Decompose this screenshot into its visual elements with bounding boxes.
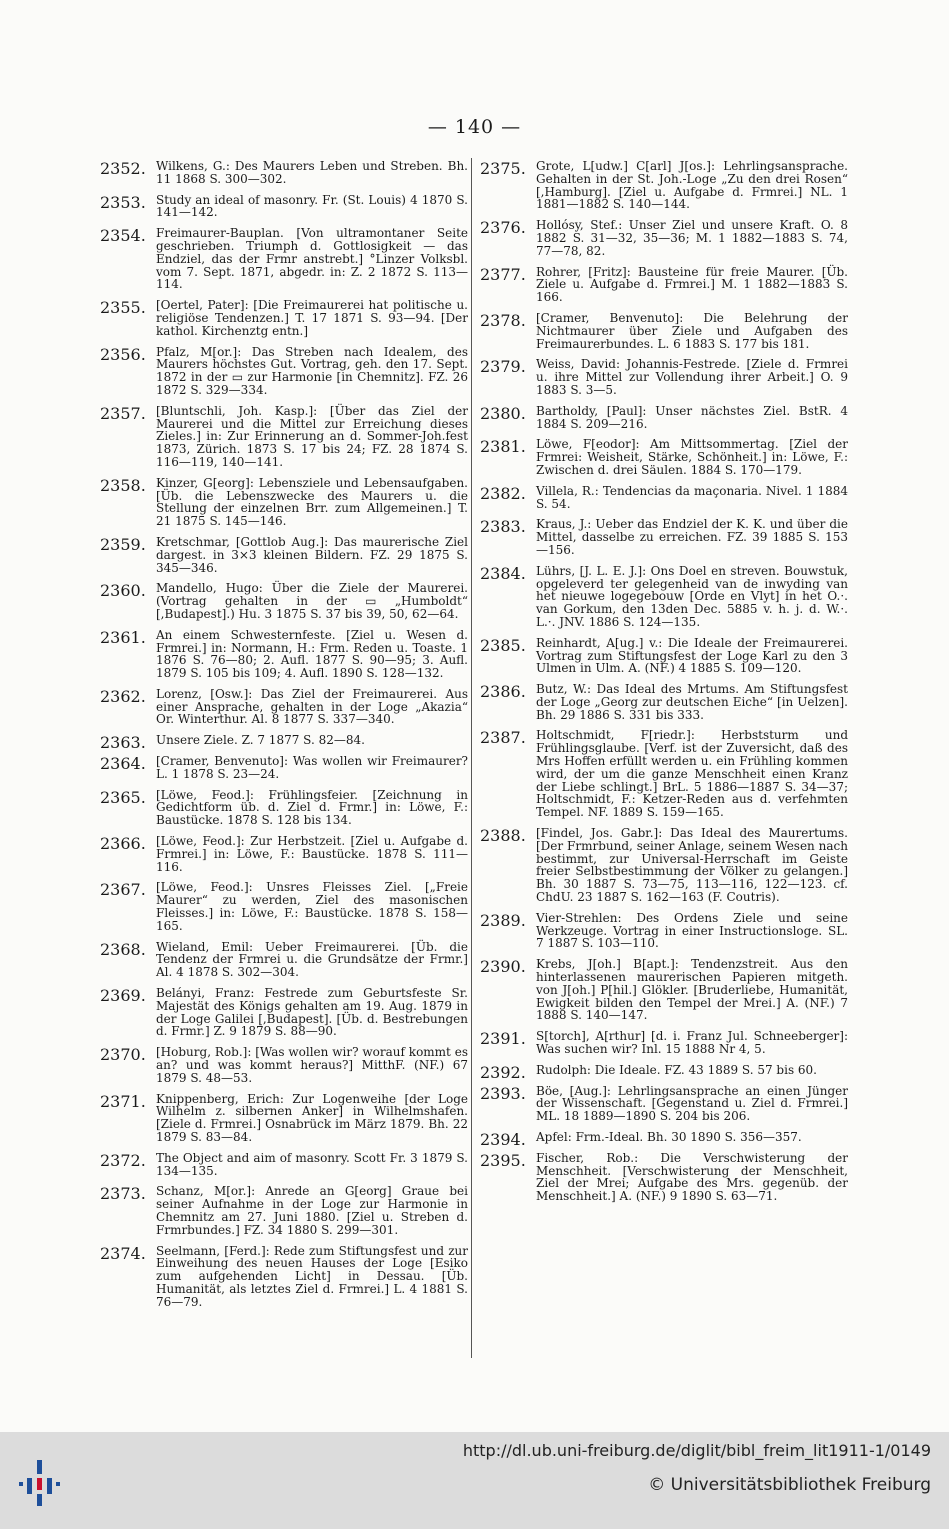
- copyright-notice: © Universitätsbibliothek Freiburg: [648, 1475, 931, 1495]
- entry-number: 2368.: [100, 939, 146, 959]
- entry-text: Reinhardt, A[ug.] v.: Die Ideale der Freimaurerei. Vortrag zum Stiftungsfest der Loge Karl zu den 3 Ulmen in Ulm. A. (NF.) 4 1885 S. 109—120.: [536, 635, 848, 676]
- entry-number: 2367.: [100, 880, 146, 900]
- entry-text: Böe, [Aug.]: Lehrlingsansprache an einen Jünger der Wissenschaft. [Gegenstand u. Ziel d. Frmrei.] ML. 18 1889—1890 S. 204 bis 206.: [536, 1083, 848, 1124]
- entry-text: Rohrer, [Fritz]: Bausteine für freie Maurer. [Üb. Ziele u. Aufgabe d. Frmrei.] M. 1 1882—1883 S. 166.: [536, 264, 848, 305]
- entry-text: Bartholdy, [Paul]: Unser nächstes Ziel. BstR. 4 1884 S. 209—216.: [536, 403, 848, 431]
- entry-text: Kinzer, G[eorg]: Lebensziele und Lebensaufgaben. [Üb. die Lebenszwecke des Maurers u. die Stellung der einzelnen Brr. zum Allgemeinen.] T. 21 1875 S. 145—146.: [156, 475, 468, 529]
- entry-number: 2394.: [480, 1130, 526, 1149]
- bibliography-entry: [100, 881, 468, 932]
- right-column: [480, 160, 848, 1203]
- bibliography-entry: [100, 1093, 468, 1144]
- entry-number: 2366.: [100, 834, 146, 854]
- column-divider: [471, 158, 472, 1358]
- entry-number: 2382.: [480, 483, 526, 503]
- entry-number: 2372.: [100, 1150, 146, 1170]
- entry-number: 2391.: [480, 1029, 526, 1049]
- entry-text: Holtschmidt, F[riedr.]: Herbststurm und Frühlingsglaube. [Verf. ist der Zuversicht, daß des Mrs Hoffen erfüllt werden u. ein Frühling kommen wird, der um die ganze Menschheit einen Kranz der Liebe schlingt.] BrL. 5 1886—1887 S. 34—37; Holtschmidt, F.: Ketzer-Reden aus d. verfehmten Tempel. NF. 1889 S. 159—165.: [536, 728, 848, 820]
- bibliography-entry: [480, 405, 848, 431]
- bibliography-entry: [480, 1062, 848, 1082]
- entry-text: Löwe, F[eodor]: Am Mittsommertag. [Ziel der Frmrei: Weisheit, Stärke, Schönheit.] in: Löwe, F.: Zwischen d. drei Säulen. 1884 S. 170—179.: [536, 437, 848, 477]
- entry-number: 2364.: [100, 754, 146, 774]
- entry-number: 2365.: [100, 787, 146, 807]
- bibliography-entry: [480, 518, 848, 556]
- entry-number: 2388.: [480, 826, 526, 846]
- bibliography-entry: [480, 958, 848, 1022]
- bibliography-entry: [480, 219, 848, 257]
- entry-number: 2371.: [100, 1091, 146, 1111]
- entry-number: 2360.: [100, 581, 146, 601]
- bibliography-entry: [100, 299, 468, 337]
- entry-number: 2377.: [480, 264, 526, 284]
- bibliography-entry: [100, 941, 468, 979]
- entry-text: [Findel, Jos. Gabr.]: Das Ideal des Maurertums. [Der Frmrbund, seiner Anlage, seinem Wesen nach bestimmt, zur Universal-Herrschaft im Geiste freier Selbstbestimmung der Völker zu gelangen.] Bh. 30 1887 S. 73—75, 113—116, 122—123. cf. ChdU. 23 1887 S. 162—163 (F. Coutris).: [536, 826, 848, 905]
- entry-number: 2373.: [100, 1184, 146, 1204]
- entry-text: Villela, R.: Tendencias da maçonaria. Nivel. 1 1884 S. 54.: [536, 483, 848, 511]
- entry-number: 2359.: [100, 534, 146, 554]
- entry-text: Hollósy, Stef.: Unser Ziel und unsere Kraft. O. 8 1882 S. 31—32, 35—36; M. 1 1882—1883 S. 74, 77—78, 82.: [536, 218, 848, 258]
- entry-text: Lührs, [J. L. E. J.]: Ons Doel en streven. Bouwstuk, opgeleverd ter gelegenheid van de inwyding van het nieuwe logegebouw [Orde en Vlyt] in het O.·. van Gorkum, den 13den Dec. 5885 v. h. j. d. W.·. L.·. JNV. 1886 S. 124—135.: [536, 563, 848, 629]
- bibliography-entry: [480, 358, 848, 396]
- bibliography-entry: [480, 729, 848, 819]
- bibliography-entry: [480, 637, 848, 675]
- entry-number: 2375.: [480, 159, 526, 178]
- entry-number: 2376.: [480, 218, 526, 238]
- entry-text: Pfalz, M[or.]: Das Streben nach Idealem, des Maurers höchstes Gut. Vortrag, geh. den 17. Sept. 1872 in der ▭ zur Harmonie [in Chemnitz]. FZ. 26 1872 S. 329—334.: [156, 344, 468, 397]
- bibliography-entry: [100, 477, 468, 528]
- entry-text: Lorenz, [Osw.]: Das Ziel der Freimaurerei. Aus einer Ansprache, gehalten in der Loge „Akazia“ Or. Winterthur. Al. 8 1877 S. 337—340.: [156, 686, 468, 727]
- entry-text: Seelmann, [Ferd.]: Rede zum Stiftungsfest und zur Einweihung des neuen Hauses der Loge [Esiko zum aufgehenden Licht] in Dessau. [Üb. Humanität, als letztes Ziel d. Frmrei.] L. 4 1881 S. 76—79.: [156, 1243, 468, 1309]
- entry-number: 2380.: [480, 403, 526, 423]
- entry-number: 2395.: [480, 1150, 526, 1170]
- bibliography-entry: [100, 582, 468, 620]
- page-number: — 140 —: [427, 116, 522, 138]
- entry-text: Kraus, J.: Ueber das Endziel der K. K. und über die Mittel, dasselbe zu erreichen. FZ. 39 1885 S. 153—156.: [536, 517, 848, 557]
- bibliography-entry: [480, 1030, 848, 1056]
- source-url[interactable]: http://dl.ub.uni-freiburg.de/diglit/bibl_freim_lit1911-1/0149: [462, 1441, 931, 1460]
- entry-text: Butz, W.: Das Ideal des Mrtums. Am Stiftungsfest der Loge „Georg zur deutschen Eiche“ [in Uelzen]. Bh. 29 1886 S. 331 bis 333.: [536, 682, 848, 722]
- entry-number: 2390.: [480, 957, 526, 977]
- bibliography-entry: [100, 629, 468, 680]
- entry-text: S[torch], A[rthur] [d. i. Franz Jul. Schneeberger]: Was suchen wir? Inl. 15 1888 Nr 4, 5.: [536, 1029, 848, 1057]
- entry-number: 2357.: [100, 403, 146, 423]
- entry-text: Wilkens, G.: Des Maurers Leben und Streben. Bh. 11 1868 S. 300—302.: [156, 159, 468, 186]
- bibliography-entry: [100, 733, 468, 753]
- entry-text: An einem Schwesternfeste. [Ziel u. Wesen d. Frmrei.] in: Normann, H.: Frm. Reden u. Toaste. 1 1876 S. 76—80; 2. Aufl. 1877 S. 90—95; 3. Aufl. 1879 S. 105 bis 109; 4. Aufl. 1890 S. 128—132.: [156, 627, 468, 681]
- entry-text: [Cramer, Benvenuto]: Was wollen wir Freimaurer? L. 1 1878 S. 23—24.: [156, 754, 468, 781]
- entry-number: 2379.: [480, 357, 526, 377]
- entry-text: Vier-Strehlen: Des Ordens Ziele und seine Werkzeuge. Vortrag in einer Instructionsloge. SL. 7 1887 S. 103—110.: [536, 910, 848, 951]
- bibliography-entry: [100, 987, 468, 1038]
- entry-number: 2385.: [480, 635, 526, 655]
- entry-text: Kretschmar, [Gottlob Aug.]: Das maurerische Ziel dargest. in 3×3 kleinen Bildern. FZ. 29 1875 S. 345—346.: [156, 534, 468, 575]
- entry-text: Study an ideal of masonry. Fr. (St. Louis) 4 1870 S. 141—142.: [156, 192, 468, 220]
- bibliography-entry: [100, 1245, 468, 1309]
- bibliography-entry: [100, 194, 468, 220]
- bibliography-entry: [100, 1185, 468, 1236]
- bibliography-entry: [480, 1130, 848, 1149]
- bibliography-entry: [100, 346, 468, 397]
- entry-number: 2361.: [100, 627, 146, 647]
- entry-text: [Bluntschli, Joh. Kasp.]: [Über das Ziel der Maurerei und die Mittel zur Erreichung dieses Zieles.] in: Zur Erinnerung an d. Sommer-Joh.fest 1873, Zürich. 1873 S. 17 bis 24; FZ. 28 1874 S. 116—119, 140—141.: [156, 403, 468, 469]
- bibliography-entry: [480, 266, 848, 304]
- bibliography-entry: [480, 827, 848, 904]
- bibliography-entry: [480, 438, 848, 476]
- entry-number: 2353.: [100, 192, 146, 212]
- entry-text: Wieland, Emil: Ueber Freimaurerei. [Üb. die Tendenz der Frmrei u. die Grundsätze der Frmr.] Al. 4 1878 S. 302—304.: [156, 939, 468, 980]
- entry-text: [Cramer, Benvenuto]: Die Belehrung der Nichtmaurer über Ziele und Aufgaben des Freimaurerbundes. L. 6 1883 S. 177 bis 181.: [536, 310, 848, 351]
- entry-text: Fischer, Rob.: Die Verschwisterung der Menschheit. [Verschwisterung der Menschheit, Ziel der Mrei; Aufgabe des Mrs. gegenüb. der Menschheit.] A. (NF.) 9 1890 S. 63—71.: [536, 1150, 848, 1204]
- bibliography-entry: [480, 565, 848, 629]
- bibliography-entry: [100, 160, 468, 186]
- entry-text: Grote, L[udw.] C[arl] J[os.]: Lehrlingsansprache. Gehalten in der St. Joh.-Loge „Zu den drei Rosen“ [,Hamburg]. [Ziel u. Aufgabe d. Frmrei.] NL. 1 1881—1882 S. 140—144.: [536, 159, 848, 212]
- entry-number: 2378.: [480, 310, 526, 330]
- entry-text: [Löwe, Feod.]: Zur Herbstzeit. [Ziel u. Aufgabe d. Frmrei.] in: Löwe, F.: Baustücke. 1878 S. 111—116.: [156, 834, 468, 874]
- entry-text: Rudolph: Die Ideale. FZ. 43 1889 S. 57 bis 60.: [536, 1062, 817, 1077]
- entry-text: Freimaurer-Bauplan. [Von ultramontaner Seite geschrieben. Triumph d. Gottlosigkeit — das Endziel, das der Frmr anstrebt.] °Linzer Volksbl. vom 7. Sept. 1871, abgedr. in: Z. 2 1872 S. 113—114.: [156, 226, 468, 292]
- entry-number: 2358.: [100, 475, 146, 495]
- bibliography-entry: [480, 485, 848, 511]
- entry-text: [Löwe, Feod.]: Unsres Fleisses Ziel. [„Freie Maurer“ zu werden, Ziel des masonischen Fleisses.] in: Löwe, F.: Baustücke. 1878 S. 158—165.: [156, 880, 468, 933]
- library-logo-icon: [18, 1458, 62, 1508]
- bibliography-entry: [100, 755, 468, 781]
- entry-text: Krebs, J[oh.] B[apt.]: Tendenzstreit. Aus den hinterlassenen maurerischen Papieren mitgeth. von J[oh.] P[hil.] Glökler. [Bruderliebe, Humanität, Ewigkeit bilden den Tempel der Mrei.] A. (NF.) 7 1888 S. 140—147.: [536, 957, 848, 1023]
- bibliography-entry: [480, 1085, 848, 1123]
- bibliography-entry: [100, 835, 468, 873]
- entry-text: Unsere Ziele. Z. 7 1877 S. 82—84.: [156, 733, 365, 748]
- entry-number: 2386.: [480, 682, 526, 702]
- bibliography-entry: [100, 688, 468, 726]
- entry-number: 2392.: [480, 1062, 526, 1082]
- entry-number: 2384.: [480, 563, 526, 583]
- bibliography-entry: [480, 1152, 848, 1203]
- entry-text: Apfel: Frm.-Ideal. Bh. 30 1890 S. 356—357.: [536, 1130, 802, 1144]
- entry-number: 2369.: [100, 986, 146, 1006]
- bibliography-entry: [100, 536, 468, 574]
- entry-text: The Object and aim of masonry. Scott Fr. 3 1879 S. 134—135.: [156, 1150, 468, 1178]
- bibliography-entry: [480, 312, 848, 350]
- entry-text: [Löwe, Feod.]: Frühlingsfeier. [Zeichnung in Gedichtform üb. d. Ziel d. Frmr.] in: Löwe, F.: Baustücke. 1878 S. 128 bis 134.: [156, 787, 468, 828]
- entry-number: 2370.: [100, 1045, 146, 1065]
- entry-text: [Hoburg, Rob.]: [Was wollen wir? worauf kommt es an? und was kommt heraus?] MitthF. (NF.) 67 1879 S. 48—53.: [156, 1045, 468, 1085]
- entry-number: 2362.: [100, 686, 146, 706]
- entry-number: 2374.: [100, 1243, 146, 1263]
- bibliography-entry: [480, 683, 848, 721]
- entry-number: 2355.: [100, 298, 146, 318]
- entry-text: Belányi, Franz: Festrede zum Geburtsfeste Sr. Majestät des Königs gehalten am 19. Aug. 1879 in der Loge Galilei [,Budapest]. [Üb. d. Bestrebungen d. Frmr.] Z. 9 1879 S. 88—90.: [156, 986, 468, 1039]
- entry-number: 2381.: [480, 437, 526, 457]
- bibliography-entry: [480, 160, 848, 211]
- entry-number: 2383.: [480, 517, 526, 537]
- bibliography-entry: [100, 227, 468, 291]
- entry-text: Schanz, M[or.]: Anrede an G[eorg] Graue bei seiner Aufnahme in der Loge zur Harmonie in Chemnitz am 27. Juni 1880. [Ziel u. Streben d. Frmrbundes.] FZ. 34 1880 S. 299—301.: [156, 1184, 468, 1237]
- entry-text: Weiss, David: Johannis-Festrede. [Ziele d. Frmrei u. ihre Mittel zur Vollendung ihrer Arbeit.] O. 9 1883 S. 3—5.: [536, 357, 848, 397]
- bibliography-entry: [480, 912, 848, 950]
- entry-number: 2352.: [100, 159, 146, 178]
- bibliography-entry: [100, 1152, 468, 1178]
- bibliography-entry: [100, 1046, 468, 1084]
- entry-number: 2387.: [480, 728, 526, 748]
- entry-number: 2354.: [100, 226, 146, 246]
- entry-text: [Oertel, Pater]: [Die Freimaurerei hat politische u. religiöse Tendenzen.] T. 17 1871 S. 93—94. [Der kathol. Kirchenztg entn.]: [156, 298, 468, 338]
- bibliography-entry: [100, 789, 468, 827]
- left-column: [100, 160, 468, 1309]
- entry-number: 2363.: [100, 733, 146, 753]
- entry-number: 2356.: [100, 344, 146, 364]
- entry-number: 2389.: [480, 910, 526, 930]
- entry-text: Knippenberg, Erich: Zur Logenweihe [der Loge Wilhelm z. silbernen Anker] in Wilhelmshafen. [Ziele d. Frmrei.] Osnabrück im März 1879. Bh. 22 1879 S. 83—84.: [156, 1091, 468, 1144]
- bibliography-entry: [100, 405, 468, 469]
- entry-number: 2393.: [480, 1083, 526, 1103]
- entry-text: Mandello, Hugo: Über die Ziele der Maurerei. (Vortrag gehalten in der ▭ „Humboldt“ [,Budapest].) Hu. 3 1875 S. 37 bis 39, 50, 62—64.: [156, 581, 468, 621]
